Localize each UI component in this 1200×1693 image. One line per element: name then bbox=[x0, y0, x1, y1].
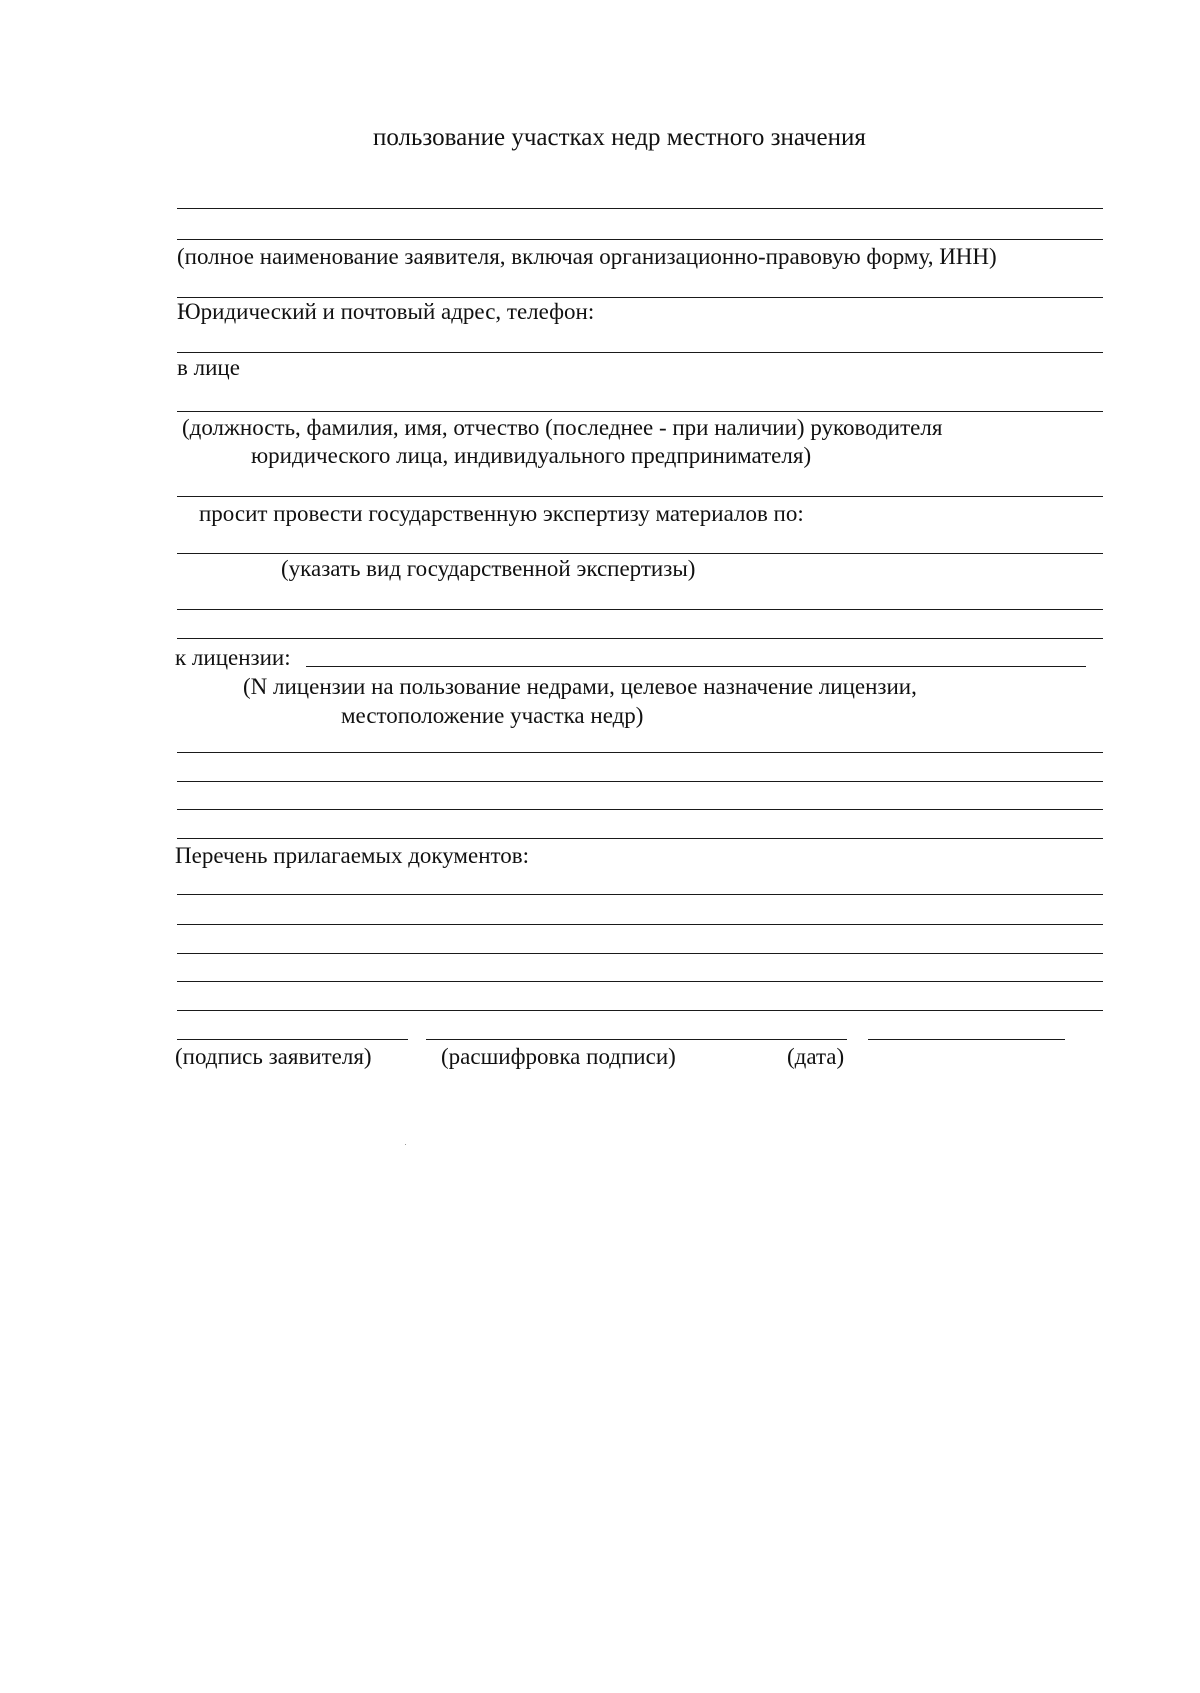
position-hint-line-1: (должность, фамилия, имя, отчество (последнее - при наличии) руководителя bbox=[182, 415, 943, 440]
expertise-type-hint: (указать вид государственной экспертизы) bbox=[281, 556, 696, 581]
license-label: к лицензии: bbox=[175, 645, 291, 670]
license-hint-line-1: (N лицензии на пользование недрами, целевое назначение лицензии, bbox=[243, 674, 917, 699]
attachments-line-3[interactable] bbox=[177, 953, 1103, 954]
attachments-label: Перечень прилагаемых документов: bbox=[175, 843, 530, 868]
represented-by-label: в лице bbox=[177, 355, 240, 380]
applicant-name-line-2[interactable] bbox=[177, 239, 1103, 240]
representative-line[interactable] bbox=[177, 411, 1103, 412]
position-hint-line-2: юридического лица, индивидуального предпринимателя) bbox=[251, 443, 812, 468]
form-title: пользование участках недр местного значения bbox=[373, 124, 866, 151]
license-blank-line-4[interactable] bbox=[177, 838, 1103, 839]
blank-line-2[interactable] bbox=[177, 638, 1103, 639]
blank-line-1[interactable] bbox=[177, 609, 1103, 610]
signature-decoding-caption: (расшифровка подписи) bbox=[441, 1044, 676, 1069]
address-label: Юридический и почтовый адрес, телефон: bbox=[177, 299, 595, 324]
attachments-line-1[interactable] bbox=[177, 894, 1103, 895]
scan-speck bbox=[405, 1144, 406, 1145]
applicant-name-line-1[interactable] bbox=[177, 208, 1103, 209]
license-number-line[interactable] bbox=[306, 666, 1086, 667]
expertise-type-line[interactable] bbox=[177, 553, 1103, 554]
license-blank-line-3[interactable] bbox=[177, 809, 1103, 810]
attachments-line-5[interactable] bbox=[177, 1010, 1103, 1011]
license-blank-line-1[interactable] bbox=[177, 752, 1103, 753]
signature-line[interactable] bbox=[177, 1039, 408, 1040]
license-hint-line-2: местоположение участка недр) bbox=[341, 703, 644, 728]
date-line[interactable] bbox=[868, 1039, 1065, 1040]
attachments-line-2[interactable] bbox=[177, 924, 1103, 925]
signature-caption: (подпись заявителя) bbox=[175, 1044, 372, 1069]
signature-decoding-line[interactable] bbox=[426, 1039, 847, 1040]
license-blank-line-2[interactable] bbox=[177, 781, 1103, 782]
request-text: просит провести государственную экспертизу материалов по: bbox=[199, 501, 804, 526]
address-line[interactable] bbox=[177, 352, 1103, 353]
applicant-name-hint: (полное наименование заявителя, включая организационно-правовую форму, ИНН) bbox=[177, 244, 997, 269]
attachments-line-4[interactable] bbox=[177, 981, 1103, 982]
date-caption: (дата) bbox=[787, 1044, 845, 1069]
request-line-above[interactable] bbox=[177, 496, 1103, 497]
